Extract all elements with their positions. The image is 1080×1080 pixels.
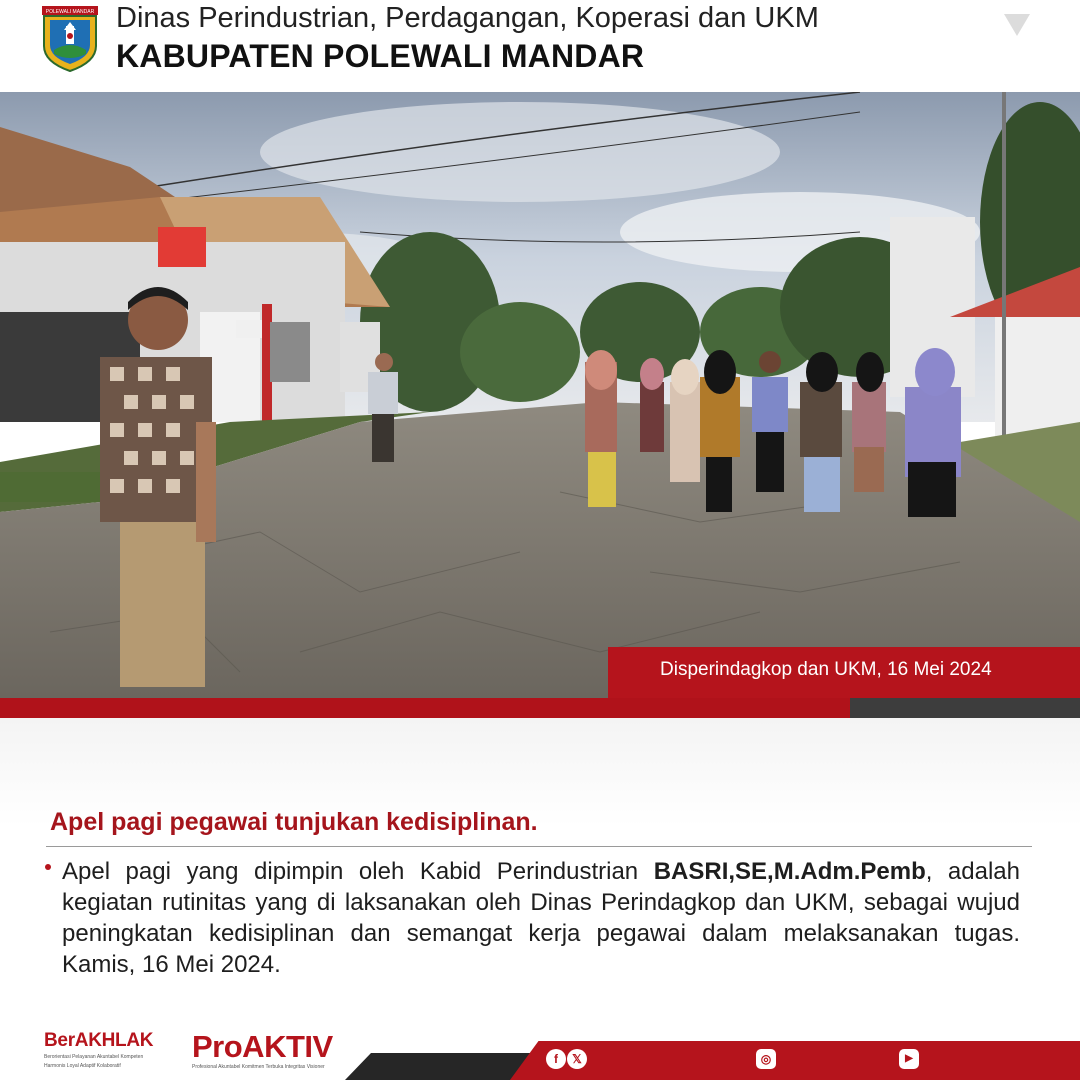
header xyxy=(0,0,1080,92)
facebook-icon[interactable]: f xyxy=(546,1049,566,1069)
article-body xyxy=(62,856,1020,980)
bullet-icon xyxy=(45,864,51,870)
body-text-name: BASRI,SE,M.Adm.Pemb xyxy=(653,858,926,885)
regency-name: KABUPATEN POLEWALI MANDAR xyxy=(116,38,645,74)
dark-stripe xyxy=(850,698,1080,718)
proaktiv-logo xyxy=(192,1030,352,1076)
article-headline: Apel pagi pegawai tunjukan kedisiplinan. xyxy=(50,808,538,836)
berakhlak-logo xyxy=(44,1030,184,1076)
proaktiv-title: ProAKTIV xyxy=(192,1029,333,1064)
emblem-label: POLEWALI MANDAR xyxy=(45,9,95,15)
red-stripe xyxy=(0,698,850,718)
footer-red-band xyxy=(510,1041,1080,1080)
triangle-decoration-icon xyxy=(1004,14,1030,36)
regency-emblem-icon xyxy=(40,6,100,72)
proaktiv-tagline: Profesional Akuntabel Komitmen Terbuka Integritas Visioner xyxy=(192,1064,325,1070)
photo-caption: Disperindagkop dan UKM, 16 Mei 2024 xyxy=(608,647,1080,698)
berakhlak-tagline-1: Berorientasi Pelayanan Akuntabel Kompeten xyxy=(44,1054,144,1060)
x-icon[interactable]: 𝕏 xyxy=(567,1049,587,1069)
headline-divider xyxy=(46,846,1032,847)
youtube-icon[interactable]: ▶ xyxy=(899,1049,919,1069)
body-text-start: Apel pagi yang dipimpin oleh Kabid Perindustrian xyxy=(62,858,654,885)
agency-name: Dinas Perindustrian, Perdagangan, Koperasi dan UKM xyxy=(116,2,819,34)
berakhlak-tagline-2: Harmonis Loyal Adaptif Kolaboratif xyxy=(44,1063,121,1069)
berakhlak-title: BerAKHLAK xyxy=(44,1030,154,1051)
body-text-end: , adalah kegiatan rutinitas yang di laksanakan oleh Dinas Perindagkop dan UKM, sebagai wujud peningkatan kedisiplinan dan semangat kerja pegawai dalam melaksanakan tugas. Kamis, 16 Mei 2024. xyxy=(62,858,1020,978)
event-photo xyxy=(0,92,1080,698)
instagram-icon[interactable]: ◎ xyxy=(756,1049,776,1069)
